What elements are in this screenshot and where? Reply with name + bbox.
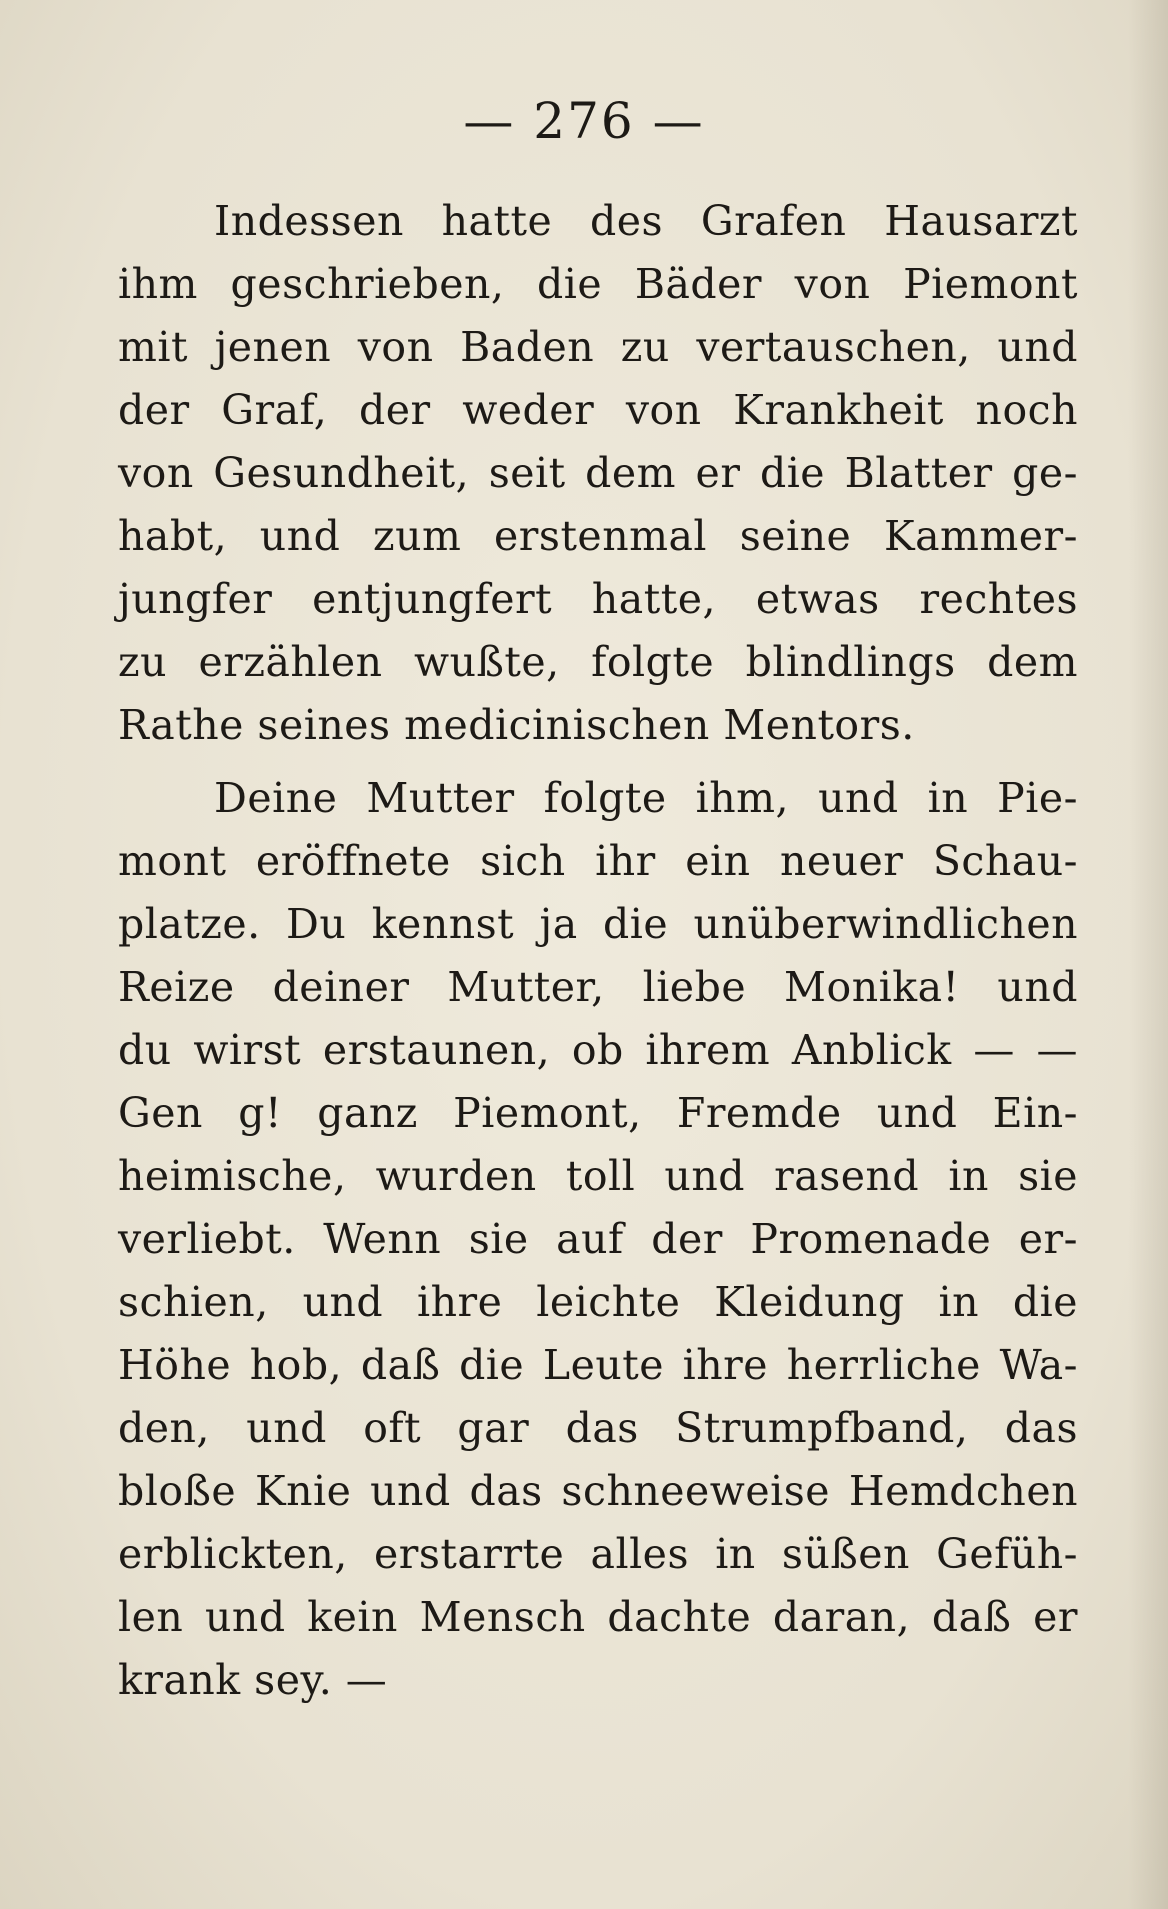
- paragraph-1: [118, 190, 1078, 757]
- text-line: Reize deiner Mutter, liebe Monika! und: [118, 963, 1078, 1011]
- text-line: erblickten, erstarrte alles in süßen Gefüh-: [118, 1530, 1078, 1578]
- text-line: du wirst erstaunen, ob ihrem Anblick — —: [118, 1026, 1078, 1074]
- text-line: mont eröffnete sich ihr ein neuer Schau-: [118, 837, 1078, 885]
- text-line: Indessen hatte des Grafen Hausarzt: [214, 197, 1078, 245]
- text-line: krank sey. —: [118, 1656, 388, 1704]
- text-line: den, und oft gar das Strumpfband, das: [118, 1404, 1078, 1452]
- text-line: Deine Mutter folgte ihm, und in Pie-: [214, 774, 1078, 822]
- text-line: jungfer entjungfert hatte, etwas rechtes: [118, 575, 1078, 623]
- text-line: Rathe seines medicinischen Mentors.: [118, 701, 915, 749]
- page-edge-shadow: [1128, 0, 1168, 1909]
- body-text: [118, 190, 1078, 1722]
- text-line: schien, und ihre leichte Kleidung in die: [118, 1278, 1078, 1326]
- paragraph-2: [118, 767, 1078, 1712]
- text-line: verliebt. Wenn sie auf der Promenade er-: [118, 1215, 1078, 1263]
- text-line: Gen g! ganz Piemont, Fremde und Ein-: [118, 1089, 1078, 1137]
- text-line: mit jenen von Baden zu vertauschen, und: [118, 323, 1078, 371]
- text-line: von Gesundheit, seit dem er die Blatter ge-: [118, 449, 1078, 497]
- text-line: habt, und zum erstenmal seine Kammer-: [118, 512, 1078, 560]
- text-line: len und kein Mensch dachte daran, daß er: [118, 1593, 1078, 1641]
- text-line: ihm geschrieben, die Bäder von Piemont: [118, 260, 1078, 308]
- text-line: platze. Du kennst ja die unüberwindlichen: [118, 900, 1078, 948]
- page-number-header: — 276 —: [463, 92, 705, 150]
- text-line: heimische, wurden toll und rasend in sie: [118, 1152, 1078, 1200]
- text-line: bloße Knie und das schneeweise Hemdchen: [118, 1467, 1078, 1515]
- text-line: der Graf, der weder von Krankheit noch: [118, 386, 1078, 434]
- text-line: zu erzählen wußte, folgte blindlings dem: [118, 638, 1078, 686]
- text-line: Höhe hob, daß die Leute ihre herrliche Wa-: [118, 1341, 1078, 1389]
